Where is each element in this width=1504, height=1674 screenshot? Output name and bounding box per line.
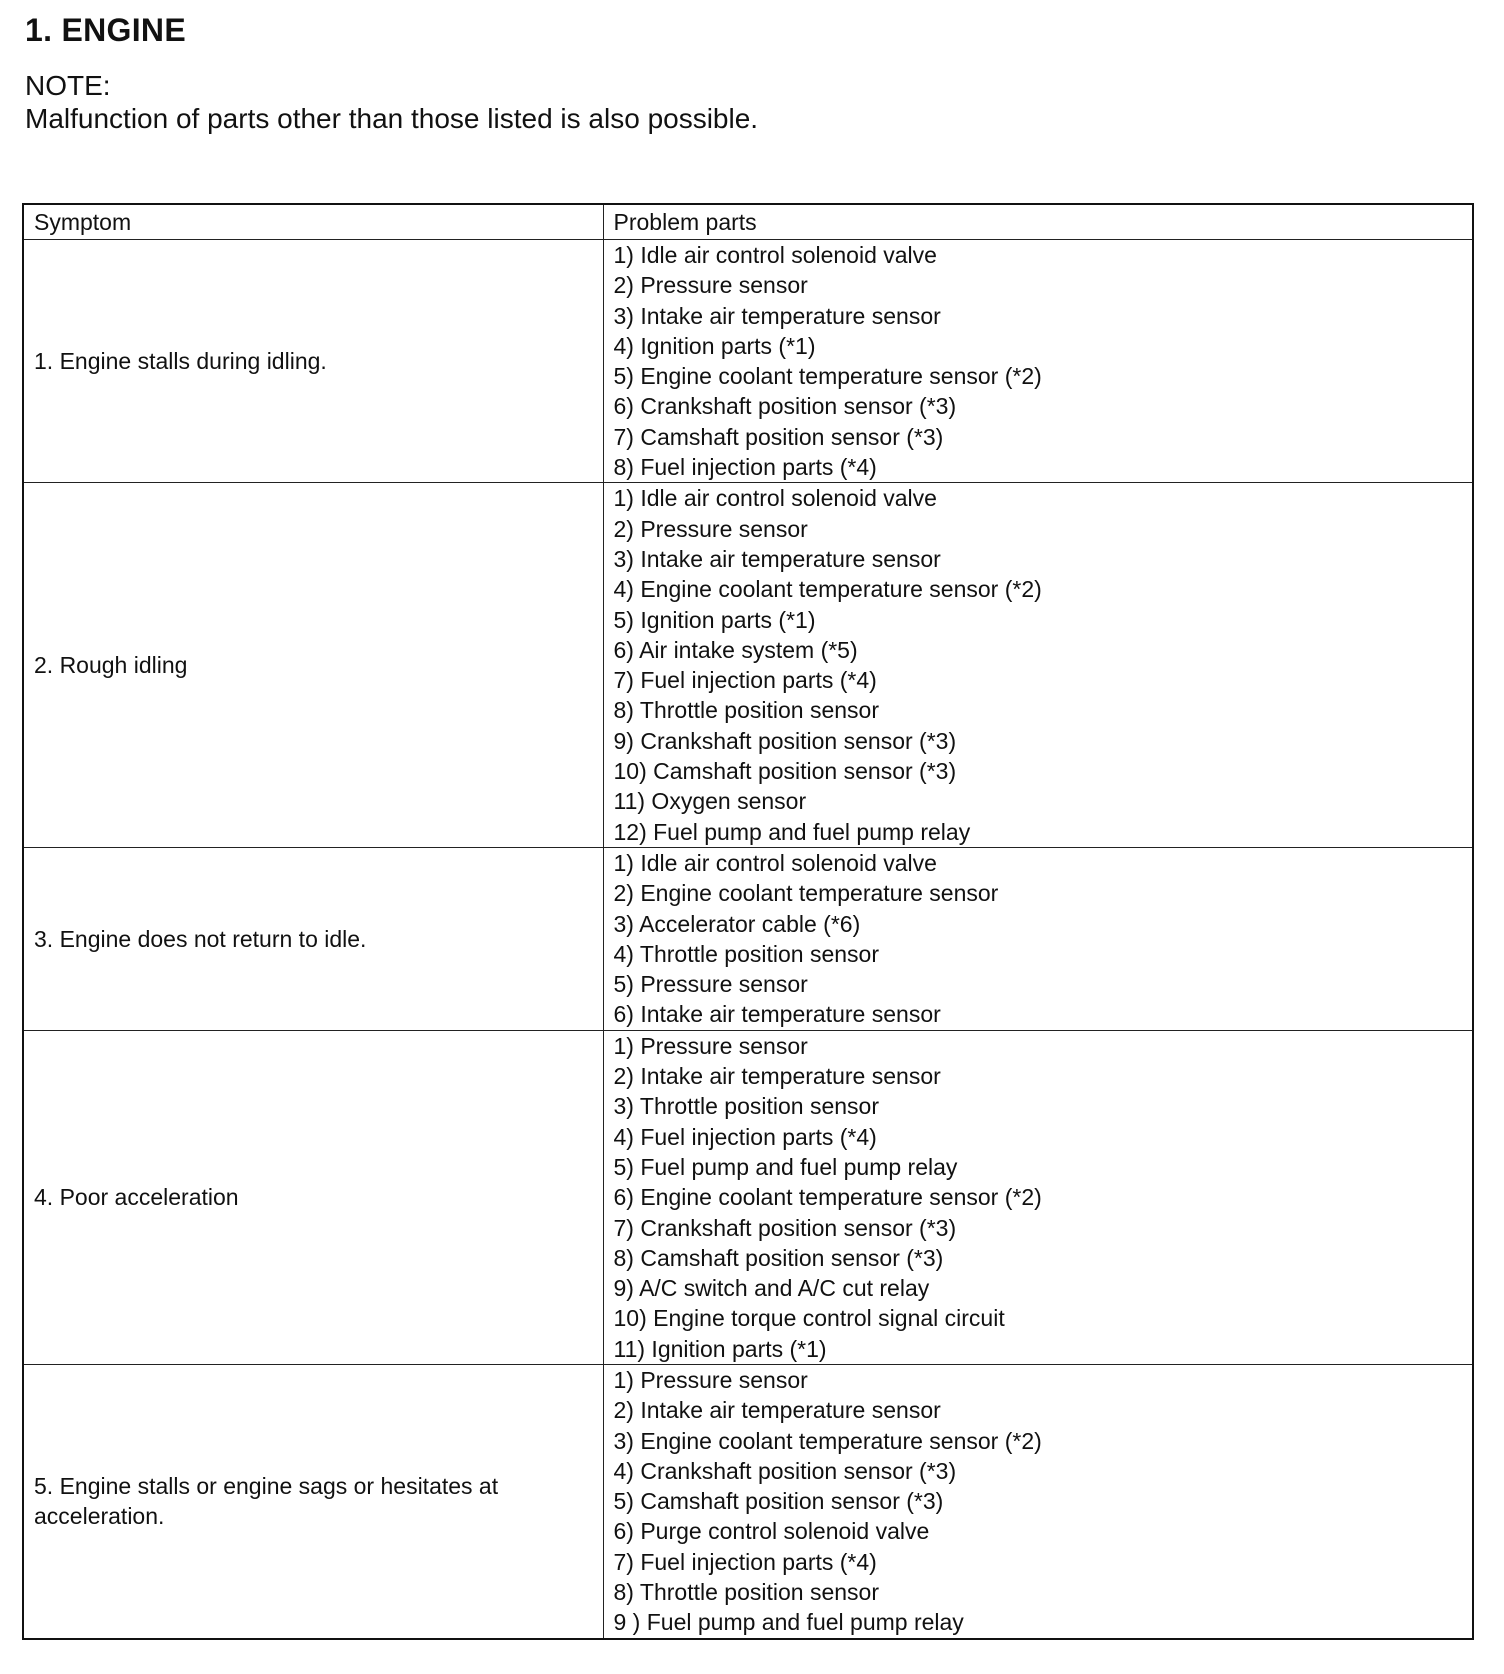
problem-part-item: 4) Fuel injection parts (*4) — [613, 1123, 877, 1150]
problem-part-item: 6) Air intake system (*5) — [613, 636, 858, 663]
table-header-row — [23, 204, 1473, 240]
problem-part-item: 2) Pressure sensor — [613, 515, 808, 542]
problem-part-item: 5) Camshaft position sensor (*3) — [613, 1488, 944, 1515]
problem-part-item: 9 ) Fuel pump and fuel pump relay — [613, 1609, 964, 1636]
problem-part-item: 2) Engine coolant temperature sensor — [613, 880, 999, 907]
problem-part-item: 3) Engine coolant temperature sensor (*2) — [613, 1427, 1042, 1454]
problem-parts-cell — [603, 1030, 1473, 1364]
problem-part-item: 4) Ignition parts (*1) — [613, 332, 816, 359]
symptom-cell: 2. Rough idling — [23, 483, 603, 848]
problem-part-item: 5) Fuel pump and fuel pump relay — [613, 1153, 958, 1180]
problem-parts-cell — [603, 1364, 1473, 1638]
problem-part-item: 11) Oxygen sensor — [613, 788, 807, 815]
problem-part-item: 8) Fuel injection parts (*4) — [613, 454, 877, 481]
problem-part-item: 1) Pressure sensor — [613, 1366, 808, 1393]
problem-part-item: 11) Ignition parts (*1) — [613, 1335, 827, 1362]
header-symptom: Symptom — [23, 204, 603, 240]
symptom-table — [22, 203, 1474, 1640]
problem-part-item: 2) Intake air temperature sensor — [613, 1397, 941, 1424]
problem-part-item: 3) Throttle position sensor — [613, 1093, 879, 1120]
symptom-cell: 3. Engine does not return to idle. — [23, 847, 603, 1030]
problem-part-item: 6) Crankshaft position sensor (*3) — [613, 393, 957, 420]
problem-part-item: 8) Camshaft position sensor (*3) — [613, 1244, 944, 1271]
problem-part-item: 7) Crankshaft position sensor (*3) — [613, 1214, 957, 1241]
problem-part-item: 1) Idle air control solenoid valve — [613, 485, 937, 512]
problem-part-item: 2) Pressure sensor — [613, 272, 808, 299]
problem-part-item: 2) Intake air temperature sensor — [613, 1063, 941, 1090]
problem-part-item: 3) Accelerator cable (*6) — [613, 910, 861, 937]
problem-part-item: 7) Fuel injection parts (*4) — [613, 667, 877, 694]
problem-part-item: 1) Pressure sensor — [613, 1032, 808, 1059]
problem-part-item: 5) Ignition parts (*1) — [613, 606, 816, 633]
table-row — [23, 1364, 1473, 1638]
problem-part-item: 5) Pressure sensor — [613, 971, 808, 998]
symptom-cell: 5. Engine stalls or engine sags or hesitates at acceleration. — [23, 1364, 603, 1638]
problem-part-item: 4) Crankshaft position sensor (*3) — [613, 1457, 957, 1484]
table-body — [23, 240, 1473, 1639]
problem-part-item: 1) Idle air control solenoid valve — [613, 849, 937, 876]
header-problem-parts: Problem parts — [603, 204, 1473, 240]
problem-part-item: 9) Crankshaft position sensor (*3) — [613, 727, 957, 754]
problem-part-item: 6) Intake air temperature sensor — [613, 1001, 941, 1028]
problem-part-item: 10) Camshaft position sensor (*3) — [613, 758, 957, 785]
table-row — [23, 240, 1473, 483]
problem-part-item: 8) Throttle position sensor — [613, 1579, 879, 1606]
note-text: Malfunction of parts other than those listed is also possible. — [25, 103, 759, 134]
problem-part-item: 6) Purge control solenoid valve — [613, 1518, 930, 1545]
problem-part-item: 3) Intake air temperature sensor — [613, 302, 941, 329]
problem-part-item: 1) Idle air control solenoid valve — [613, 242, 937, 268]
problem-part-item: 10) Engine torque control signal circuit — [613, 1305, 1005, 1332]
problem-part-item: 7) Fuel injection parts (*4) — [613, 1548, 877, 1575]
problem-parts-cell — [603, 847, 1473, 1030]
problem-part-item: 4) Engine coolant temperature sensor (*2) — [613, 576, 1042, 603]
symptom-cell: 4. Poor acceleration — [23, 1030, 603, 1364]
problem-part-item: 7) Camshaft position sensor (*3) — [613, 423, 944, 450]
table-row — [23, 483, 1473, 848]
problem-part-item: 8) Throttle position sensor — [613, 697, 879, 724]
problem-parts-cell — [603, 240, 1473, 483]
problem-part-item: 5) Engine coolant temperature sensor (*2) — [613, 363, 1042, 390]
note-label: NOTE: — [25, 70, 111, 101]
page-title: 1. ENGINE — [25, 12, 186, 48]
symptom-cell: 1. Engine stalls during idling. — [23, 240, 603, 483]
problem-part-item: 9) A/C switch and A/C cut relay — [613, 1275, 930, 1302]
problem-part-item: 6) Engine coolant temperature sensor (*2) — [613, 1184, 1042, 1211]
table-row — [23, 1030, 1473, 1364]
table-row — [23, 847, 1473, 1030]
problem-parts-cell — [603, 483, 1473, 848]
problem-part-item: 4) Throttle position sensor — [613, 940, 879, 967]
problem-part-item: 12) Fuel pump and fuel pump relay — [613, 818, 971, 845]
problem-part-item: 3) Intake air temperature sensor — [613, 545, 941, 572]
